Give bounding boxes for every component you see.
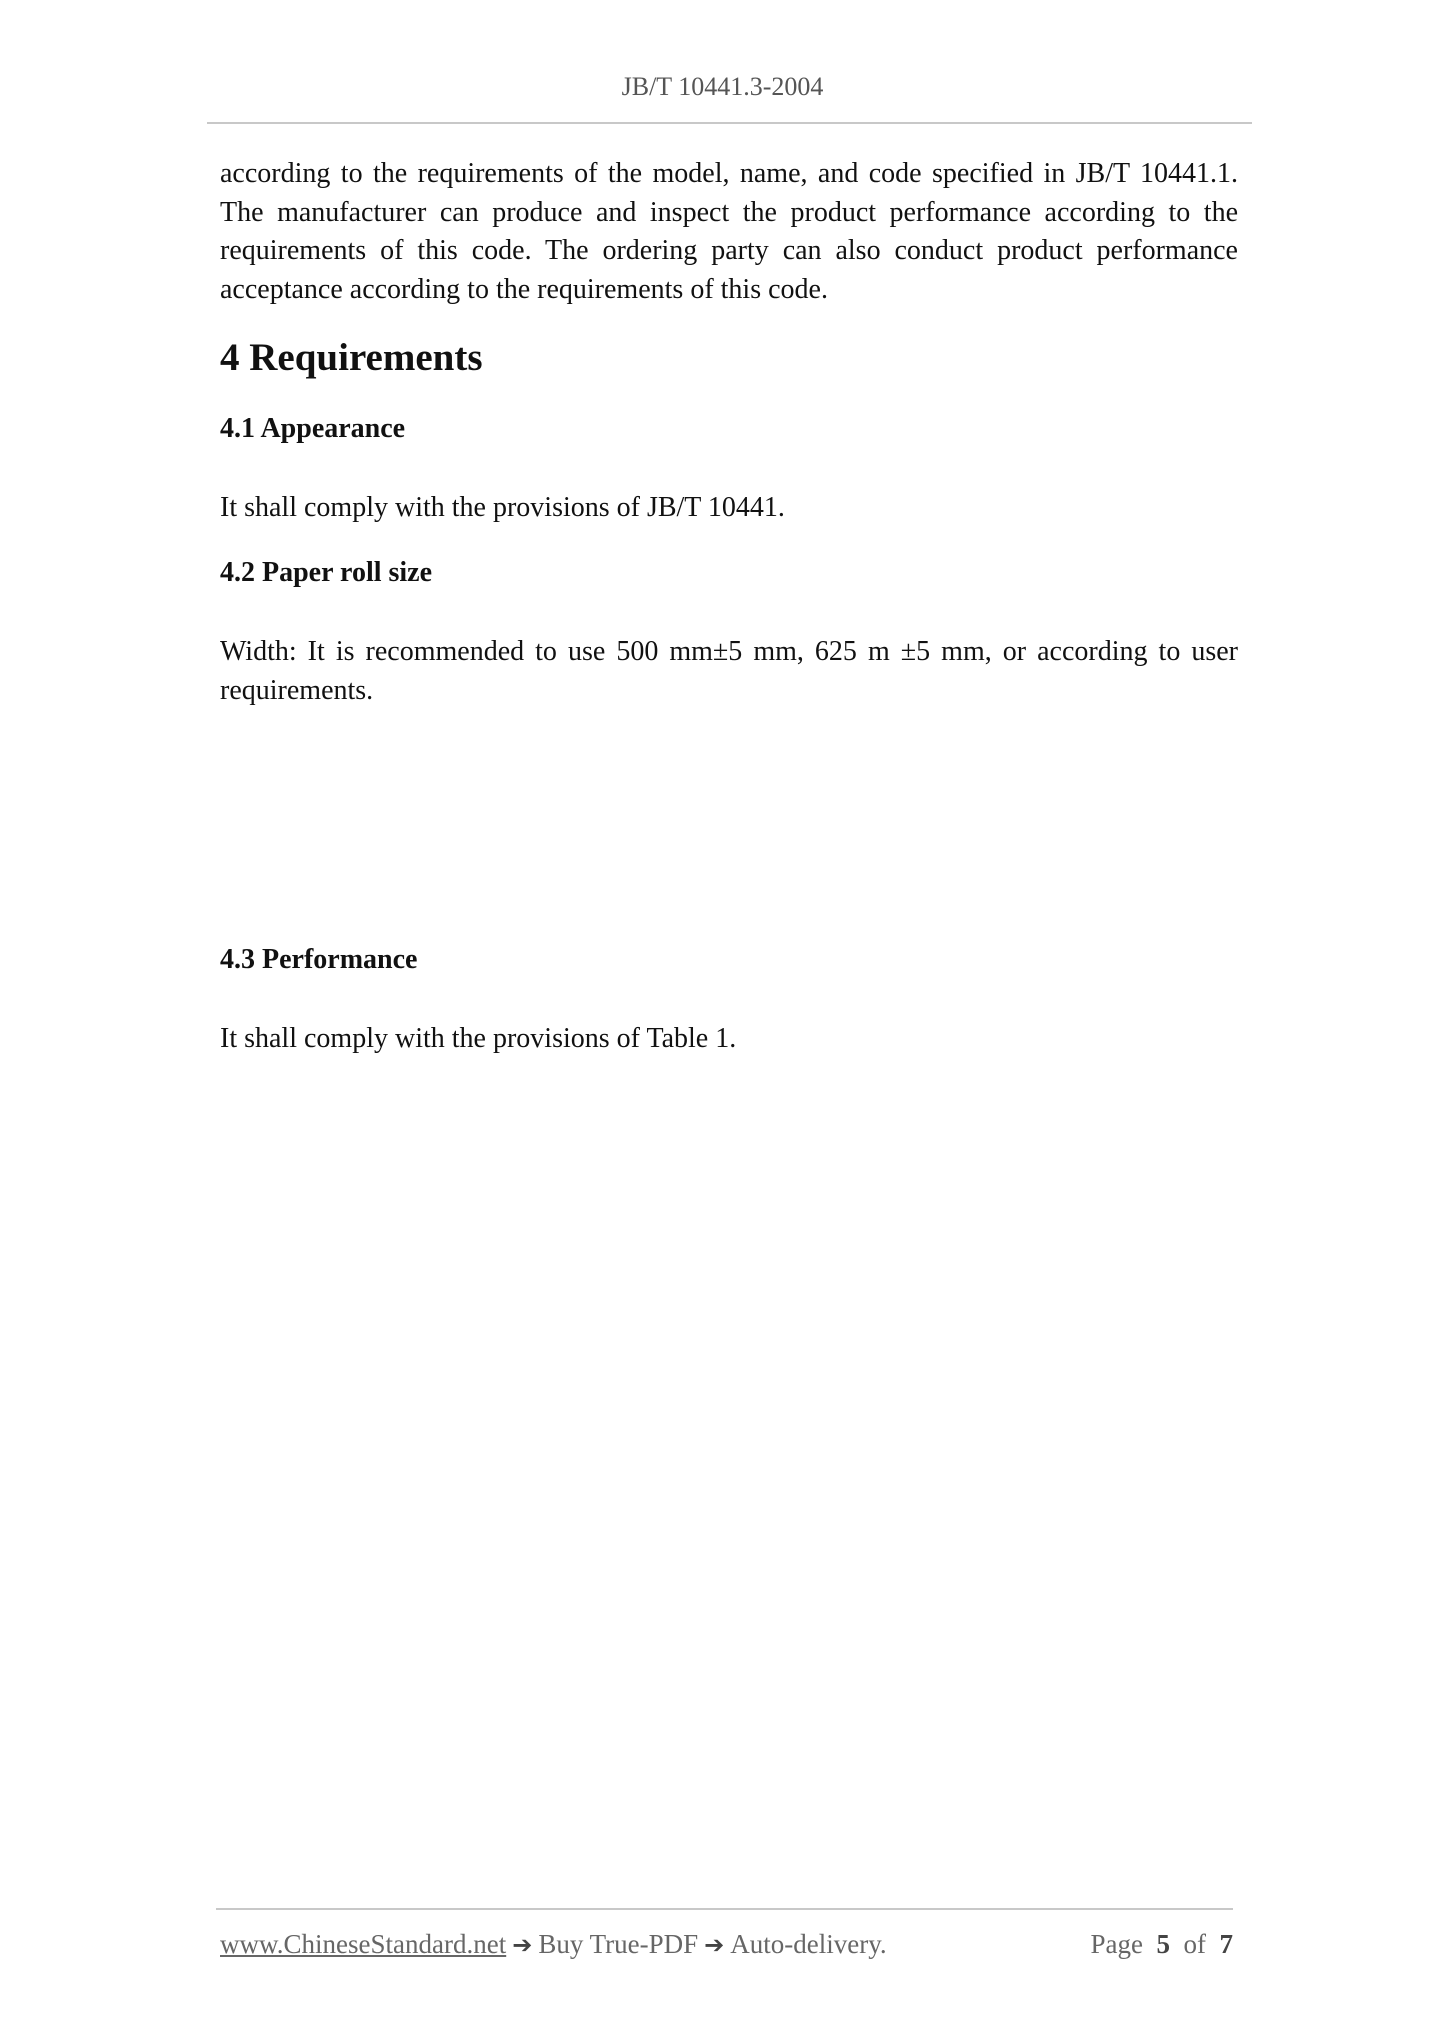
page-total: 7 xyxy=(1219,1929,1233,1959)
header-divider xyxy=(207,122,1252,124)
website-link[interactable]: www.ChineseStandard.net xyxy=(220,1929,507,1959)
running-header: JB/T 10441.3-2004 xyxy=(621,72,824,101)
section-4-1-heading: 4.1 Appearance xyxy=(220,413,406,444)
section-4-2-text: Width: It is recommended to use 500 mm±5 mm, 625 m ±5 mm, or according to user requirements. xyxy=(220,636,1238,706)
footer-promo xyxy=(220,1929,887,1960)
section-4-2-heading: 4.2 Paper roll size xyxy=(220,557,433,588)
page-footer xyxy=(220,1929,1233,1960)
page-of: of xyxy=(1183,1929,1206,1959)
section-4-3-heading: 4.3 Performance xyxy=(220,944,418,975)
section-4-heading: 4 Requirements xyxy=(220,336,483,379)
page-number xyxy=(1091,1929,1233,1960)
page-current: 5 xyxy=(1156,1929,1170,1959)
right-arrow-icon: ➔ xyxy=(512,1931,533,1959)
buy-text: Buy True-PDF xyxy=(538,1929,699,1959)
intro-paragraph: according to the requirements of the model, name, and code specified in JB/T 10441.1. The manufacturer can produce and inspect the product performance according to the requirements of this code. The ordering party can also conduct product performance acceptance according to the requirements of this code. xyxy=(220,158,1238,305)
footer-divider xyxy=(216,1908,1233,1910)
right-arrow-icon: ➔ xyxy=(704,1931,725,1959)
section-4-3-text: It shall comply with the provisions of Table 1. xyxy=(220,1023,737,1054)
page-label: Page xyxy=(1090,1929,1143,1959)
section-4-1-text: It shall comply with the provisions of JB/T 10441. xyxy=(220,492,785,523)
delivery-text: Auto-delivery. xyxy=(730,1929,887,1959)
